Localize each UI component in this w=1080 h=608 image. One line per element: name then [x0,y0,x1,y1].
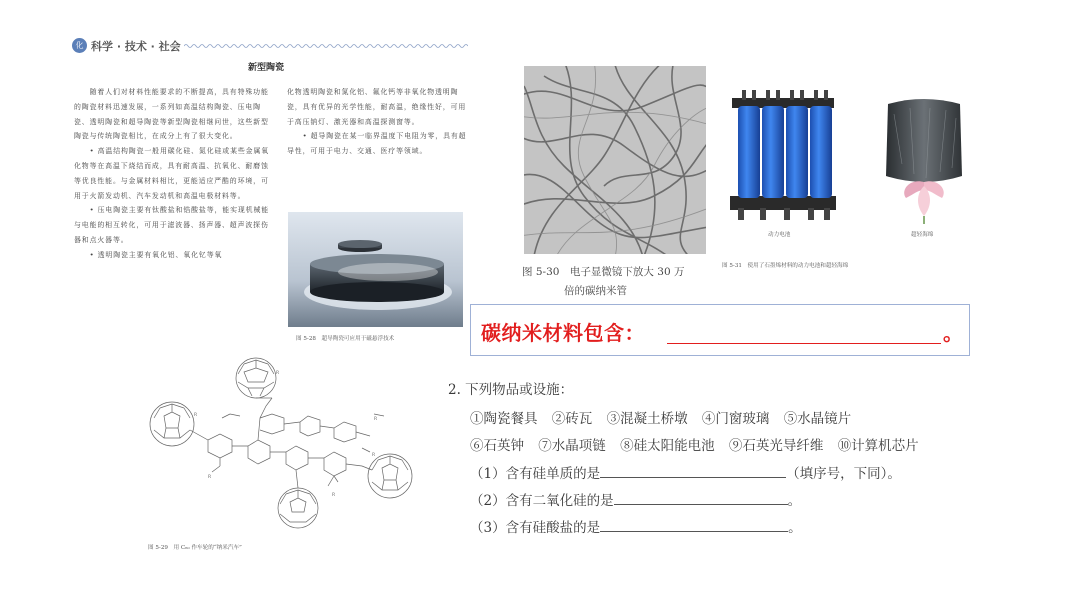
fullerene-wheel-icon [278,488,318,528]
answer-blank-1[interactable] [600,465,786,478]
figure-caption-5-30 [522,263,684,301]
sub-question-2-text: （2）含有二氧化硅的是 [470,493,614,509]
section-title: 新型陶瓷 [248,63,285,73]
item-10: ⑩计算机芯片 [837,438,919,454]
carbon-nanotube-micrograph [524,66,706,254]
paragraph-piezo: • 压电陶瓷主要有钛酸盐和锆酸盐等，能实现机械能与电能的相互转化，可用于滤波器、扬声器、超声波探伤器和点火器等。 [74,206,270,244]
svg-text:R: R [194,413,198,418]
sub-question-3 [470,516,802,536]
answer-blank-2[interactable] [614,492,788,505]
header-wave-divider [184,43,468,49]
svg-text:R: R [332,493,336,498]
item-1: ①陶瓷餐具 [470,411,538,427]
item-2: ②砖瓦 [551,411,593,427]
item-9: ⑨石英光导纤维 [728,438,824,454]
paragraph-transparent: • 透明陶瓷主要有氧化铝、氧化钇等氧 [74,250,223,259]
caption-line-1: 图 5-30 电子显微镜下放大 30 万 [522,266,685,278]
figure-caption-5-29: 图 5-29 用 C₆₀ 作车轮的“纳米汽车” [148,545,242,551]
maglev-photo [288,212,463,327]
figure-caption-5-28: 图 5-28 超导陶瓷可应用于磁悬浮技术 [296,336,395,342]
fullerene-wheel-icon [236,358,276,398]
fill-in-prompt: 碳纳米材料包含： [481,321,645,345]
paragraph-high-temp: • 高温结构陶瓷一般用碳化硅、氮化硅或某些金属氧化物等在高温下烧结而成，具有耐高温、抗氧化、耐磨蚀等优良性能。与金属材料相比，更能适应严酷的环境，可用于火箭发动机、汽车发动机和高温电极材料等。 [74,147,270,200]
battery-label: 动力电池 [768,232,791,238]
svg-text:R: R [208,475,212,480]
sub-question-1-tail: （填序号，下同）。 [786,466,901,482]
page-header [72,38,468,54]
item-7: ⑦水晶项链 [538,438,606,454]
question-stem: 2. 下列物品或设施： [448,382,574,398]
sub-question-2 [470,489,801,509]
paragraph-superconduct: • 超导陶瓷在某一临界温度下电阻为零，具有超导性，可用于电力、交通、医疗等领域。 [287,132,467,156]
answer-blank[interactable] [667,343,941,344]
sub-question-3-text: （3）含有硅酸盐的是 [470,520,601,536]
fullerene-wheel-icon [368,454,412,498]
fullerene-wheel-icon [150,402,194,446]
ultralight-sponge-photo [880,94,968,224]
svg-text:R: R [374,417,378,422]
svg-text:R: R [276,371,280,376]
item-4: ④门窗玻璃 [701,411,770,427]
sub-question-1 [470,462,901,482]
figure-caption-5-31: 图 5-31 使用了石墨烯材料的动力电池和超轻海绵 [722,263,849,269]
svg-text:R: R [372,453,376,458]
fill-in-end-mark: 。 [943,321,963,345]
series-badge-icon: 化 [72,38,87,53]
graphene-battery-photo [724,88,842,224]
sponge-label: 超轻海绵 [911,232,934,238]
answer-blank-3[interactable] [600,519,788,532]
item-list-row-2 [470,434,919,454]
item-list-row-1 [470,407,851,427]
series-title: 科学 · 技术 · 社会 [91,40,181,53]
text-column-right [287,85,467,159]
item-3: ③混凝土桥墩 [606,411,688,427]
paragraph-intro: 随着人们对材料性能要求的不断提高，具有特殊功能的陶瓷材料迅速发展，一系列如高温结构陶瓷、压电陶瓷、透明陶瓷和超导陶瓷等新型陶瓷相继问世，这些新型陶瓷与传统陶瓷相比，在成分上有了很大变化。 [74,88,269,141]
paragraph-transparent-cont: 化物透明陶瓷和氮化铝、氟化钙等非氧化物透明陶瓷，具有优异的光学性能，耐高温，绝缘性好，可用于高压钠灯、激光器和高温探测窗等。 [287,88,467,126]
sub-question-3-tail: 。 [788,520,802,536]
item-6: ⑥石英钟 [470,438,524,454]
caption-line-2: 倍的碳纳米管 [564,285,627,297]
nanocar-diagram [148,356,438,536]
fill-in-box [470,304,970,356]
text-column-left [74,85,270,263]
sub-question-1-text: （1）含有硅单质的是 [470,466,601,482]
sub-question-2-tail: 。 [787,493,802,509]
item-8: ⑧硅太阳能电池 [620,438,715,454]
item-5: ⑤水晶镜片 [783,411,852,427]
